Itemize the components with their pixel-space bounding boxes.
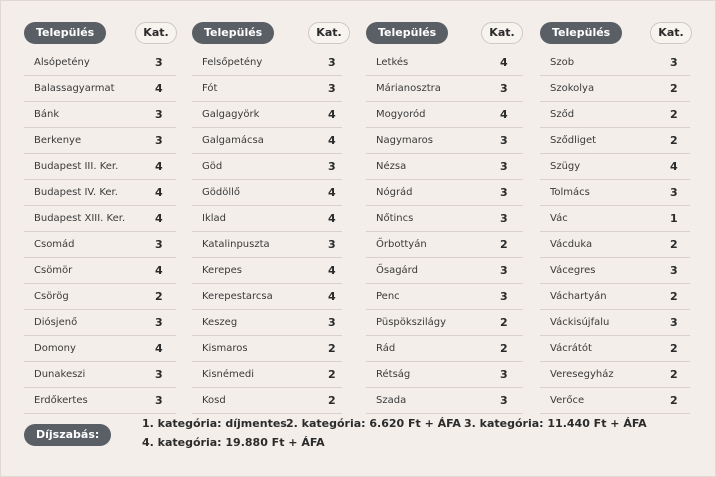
table-row bbox=[540, 310, 690, 336]
fee-category-1: 1. kategória: díjmentes bbox=[142, 417, 287, 430]
category-value: 2 bbox=[670, 238, 678, 251]
table-row bbox=[540, 388, 690, 414]
table-row bbox=[366, 128, 523, 154]
table-row bbox=[192, 206, 342, 232]
settlement-name: Letkés bbox=[376, 57, 409, 68]
category-value: 2 bbox=[670, 368, 678, 381]
settlement-name: Nézsa bbox=[376, 161, 407, 172]
settlement-name: Nagymaros bbox=[376, 135, 433, 146]
category-value: 2 bbox=[155, 290, 163, 303]
category-value: 2 bbox=[500, 316, 508, 329]
table-row bbox=[366, 362, 523, 388]
table-row bbox=[366, 232, 523, 258]
category-value: 4 bbox=[500, 56, 508, 69]
table-row bbox=[192, 336, 342, 362]
table-row bbox=[366, 336, 523, 362]
settlement-name: Veresegyház bbox=[550, 369, 614, 380]
category-value: 3 bbox=[670, 56, 678, 69]
table-row bbox=[540, 128, 690, 154]
settlement-name: Csomád bbox=[34, 239, 75, 250]
settlement-header-pill: Település bbox=[366, 22, 448, 44]
table-row bbox=[192, 180, 342, 206]
category-value: 3 bbox=[500, 82, 508, 95]
table-row bbox=[540, 258, 690, 284]
settlement-name: Őrbottyán bbox=[376, 239, 427, 250]
settlement-name: Galgagyörk bbox=[202, 109, 260, 120]
category-value: 3 bbox=[670, 264, 678, 277]
settlement-name: Püspökszilágy bbox=[376, 317, 447, 328]
category-header-pill: Kat. bbox=[481, 22, 523, 44]
settlement-name: Szob bbox=[550, 57, 575, 68]
category-value: 2 bbox=[670, 108, 678, 121]
settlement-name: Bánk bbox=[34, 109, 60, 120]
category-value: 4 bbox=[155, 342, 163, 355]
settlement-name: Márianosztra bbox=[376, 83, 441, 94]
table-row bbox=[192, 388, 342, 414]
table-row bbox=[24, 388, 176, 414]
category-value: 2 bbox=[670, 290, 678, 303]
settlement-name: Erdőkertes bbox=[34, 395, 88, 406]
category-value: 3 bbox=[500, 264, 508, 277]
settlement-name: Váchartyán bbox=[550, 291, 607, 302]
category-value: 4 bbox=[328, 264, 336, 277]
settlement-name: Nőtincs bbox=[376, 213, 414, 224]
table-row bbox=[540, 284, 690, 310]
table-row bbox=[540, 362, 690, 388]
category-value: 4 bbox=[155, 82, 163, 95]
table-row bbox=[24, 102, 176, 128]
category-header-pill: Kat. bbox=[135, 22, 177, 44]
settlement-column-3 bbox=[366, 22, 523, 414]
table-row bbox=[540, 154, 690, 180]
category-value: 4 bbox=[155, 212, 163, 225]
table-row bbox=[192, 154, 342, 180]
category-value: 2 bbox=[500, 238, 508, 251]
table-row bbox=[24, 336, 176, 362]
table-row bbox=[192, 50, 342, 76]
table-row bbox=[540, 336, 690, 362]
fee-category-3: 3. kategória: 11.440 Ft + ÁFA bbox=[464, 417, 647, 430]
fee-category-2: 2. kategória: 6.620 Ft + ÁFA bbox=[286, 417, 461, 430]
pricing-label-pill: Díjszabás: bbox=[24, 424, 111, 446]
category-value: 3 bbox=[328, 160, 336, 173]
settlement-name: Diósjenő bbox=[34, 317, 78, 328]
settlement-name: Nógrád bbox=[376, 187, 413, 198]
settlement-name: Budapest IV. Ker. bbox=[34, 187, 118, 198]
settlement-name: Szokolya bbox=[550, 83, 595, 94]
settlement-list bbox=[366, 50, 523, 414]
settlement-name: Kismaros bbox=[202, 343, 248, 354]
category-value: 3 bbox=[500, 134, 508, 147]
settlement-name: Szada bbox=[376, 395, 407, 406]
settlement-header-pill: Település bbox=[540, 22, 622, 44]
settlement-name: Rád bbox=[376, 343, 396, 354]
settlement-name: Budapest III. Ker. bbox=[34, 161, 119, 172]
category-value: 2 bbox=[670, 394, 678, 407]
column-header bbox=[366, 22, 523, 46]
settlement-name: Keszeg bbox=[202, 317, 238, 328]
category-value: 4 bbox=[328, 290, 336, 303]
settlement-name: Csömör bbox=[34, 265, 73, 276]
settlement-name: Csörög bbox=[34, 291, 69, 302]
category-value: 3 bbox=[328, 56, 336, 69]
settlement-name: Vác bbox=[550, 213, 568, 224]
category-value: 2 bbox=[328, 342, 336, 355]
settlement-name: Mogyoród bbox=[376, 109, 426, 120]
column-header bbox=[192, 22, 342, 46]
settlement-name: Fót bbox=[202, 83, 218, 94]
table-row bbox=[540, 50, 690, 76]
table-row bbox=[24, 284, 176, 310]
settlement-name: Domony bbox=[34, 343, 76, 354]
settlement-name: Vácduka bbox=[550, 239, 593, 250]
settlement-name: Verőce bbox=[550, 395, 585, 406]
category-value: 2 bbox=[670, 82, 678, 95]
category-value: 3 bbox=[500, 212, 508, 225]
category-value: 3 bbox=[328, 238, 336, 251]
table-row bbox=[366, 206, 523, 232]
settlement-name: Sződ bbox=[550, 109, 575, 120]
category-value: 3 bbox=[155, 368, 163, 381]
category-value: 4 bbox=[155, 264, 163, 277]
category-header-pill: Kat. bbox=[308, 22, 350, 44]
category-value: 1 bbox=[670, 212, 678, 225]
table-row bbox=[24, 50, 176, 76]
category-value: 2 bbox=[328, 368, 336, 381]
category-value: 3 bbox=[670, 186, 678, 199]
table-row bbox=[540, 102, 690, 128]
category-value: 3 bbox=[155, 56, 163, 69]
settlement-name: Rétság bbox=[376, 369, 411, 380]
table-row bbox=[366, 102, 523, 128]
category-value: 3 bbox=[670, 316, 678, 329]
category-value: 3 bbox=[500, 290, 508, 303]
category-value: 3 bbox=[155, 134, 163, 147]
category-value: 3 bbox=[500, 368, 508, 381]
settlement-name: Iklad bbox=[202, 213, 226, 224]
category-value: 2 bbox=[670, 342, 678, 355]
column-header bbox=[540, 22, 690, 46]
settlement-column-1 bbox=[24, 22, 176, 414]
category-value: 4 bbox=[328, 134, 336, 147]
settlement-name: Budapest XIII. Ker. bbox=[34, 213, 126, 224]
category-value: 3 bbox=[155, 238, 163, 251]
settlement-name: Balassagyarmat bbox=[34, 83, 115, 94]
table-row bbox=[540, 232, 690, 258]
category-value: 3 bbox=[328, 82, 336, 95]
table-row bbox=[366, 388, 523, 414]
table-row bbox=[24, 232, 176, 258]
settlement-name: Tolmács bbox=[550, 187, 590, 198]
settlement-name: Berkenye bbox=[34, 135, 82, 146]
table-row bbox=[366, 76, 523, 102]
table-row bbox=[366, 284, 523, 310]
category-value: 2 bbox=[500, 342, 508, 355]
table-row bbox=[192, 284, 342, 310]
fee-category-4: 4. kategória: 19.880 Ft + ÁFA bbox=[142, 436, 325, 449]
settlement-name: Kerepestarcsa bbox=[202, 291, 273, 302]
table-row bbox=[192, 258, 342, 284]
table-row bbox=[366, 310, 523, 336]
settlement-name: Göd bbox=[202, 161, 223, 172]
table-row bbox=[24, 76, 176, 102]
settlement-name: Vácegres bbox=[550, 265, 596, 276]
settlement-name: Sződliget bbox=[550, 135, 597, 146]
settlement-name: Felsőpetény bbox=[202, 57, 263, 68]
category-value: 4 bbox=[500, 108, 508, 121]
table-row bbox=[540, 206, 690, 232]
table-row bbox=[192, 362, 342, 388]
settlement-name: Kisnémedi bbox=[202, 369, 255, 380]
category-value: 4 bbox=[670, 160, 678, 173]
settlement-header-pill: Település bbox=[192, 22, 274, 44]
table-row bbox=[366, 50, 523, 76]
table-row bbox=[540, 180, 690, 206]
settlement-name: Galgamácsa bbox=[202, 135, 264, 146]
table-row bbox=[192, 232, 342, 258]
settlement-name: Szügy bbox=[550, 161, 581, 172]
table-row bbox=[366, 180, 523, 206]
category-value: 4 bbox=[328, 108, 336, 121]
settlement-column-2 bbox=[192, 22, 342, 414]
category-value: 4 bbox=[155, 160, 163, 173]
settlement-list bbox=[540, 50, 690, 414]
category-value: 4 bbox=[328, 212, 336, 225]
settlement-name: Penc bbox=[376, 291, 400, 302]
table-row bbox=[192, 128, 342, 154]
table-row bbox=[24, 154, 176, 180]
table-row bbox=[192, 102, 342, 128]
category-value: 3 bbox=[500, 394, 508, 407]
settlement-name: Vácrátót bbox=[550, 343, 592, 354]
table-row bbox=[366, 154, 523, 180]
settlement-name: Katalinpuszta bbox=[202, 239, 270, 250]
table-row bbox=[192, 310, 342, 336]
table-row bbox=[540, 76, 690, 102]
category-value: 2 bbox=[670, 134, 678, 147]
table-row bbox=[24, 258, 176, 284]
category-value: 2 bbox=[328, 394, 336, 407]
category-header-pill: Kat. bbox=[650, 22, 692, 44]
table-row bbox=[24, 128, 176, 154]
category-value: 3 bbox=[155, 316, 163, 329]
table-row bbox=[24, 206, 176, 232]
table-row bbox=[24, 310, 176, 336]
table-row bbox=[366, 258, 523, 284]
settlement-name: Alsópetény bbox=[34, 57, 90, 68]
table-row bbox=[192, 76, 342, 102]
settlement-name: Kosd bbox=[202, 395, 226, 406]
settlement-header-pill: Település bbox=[24, 22, 106, 44]
table-row bbox=[24, 180, 176, 206]
category-value: 4 bbox=[155, 186, 163, 199]
settlement-name: Ősagárd bbox=[376, 265, 418, 276]
category-value: 4 bbox=[328, 186, 336, 199]
category-value: 3 bbox=[155, 108, 163, 121]
settlement-name: Dunakeszi bbox=[34, 369, 86, 380]
category-value: 3 bbox=[500, 160, 508, 173]
settlement-name: Váckisújfalu bbox=[550, 317, 610, 328]
settlement-name: Gödöllő bbox=[202, 187, 241, 198]
settlement-list bbox=[192, 50, 342, 414]
category-value: 3 bbox=[500, 186, 508, 199]
category-value: 3 bbox=[328, 316, 336, 329]
category-value: 3 bbox=[155, 394, 163, 407]
settlement-column-4 bbox=[540, 22, 690, 414]
column-header bbox=[24, 22, 176, 46]
table-row bbox=[24, 362, 176, 388]
settlement-name: Kerepes bbox=[202, 265, 242, 276]
settlement-list bbox=[24, 50, 176, 414]
